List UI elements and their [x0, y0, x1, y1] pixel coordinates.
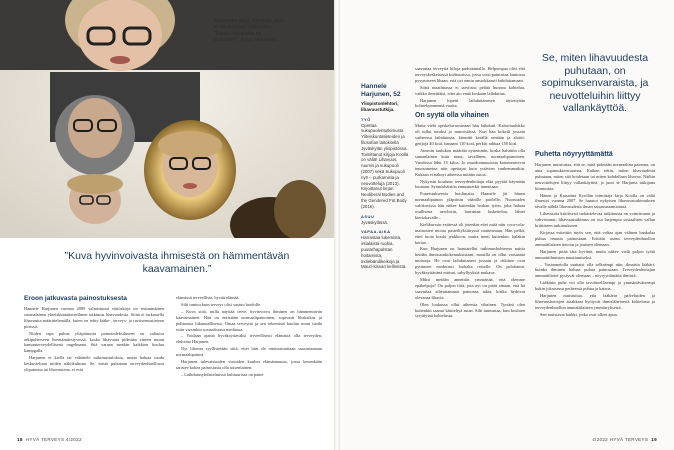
paragraph: Kun Harjunen on haastatellut tutkimuskohteena naisia heidän ihmisuonkokemuksistaan, mouilla on ollut varsaanta muistoja. He ovat laihduttaneet jossain ja riikitine ovat pyttimeet moderasti lookalta rotselle. On pelottanut, hyväksyttävänä mitturi, urhyllyyksiä mukava.: [415, 246, 525, 276]
paragraph: Aineoin taulukon määrätä nyttemmin, koska haluttiin olla samanlainen kuin muut, tavallinen, normaalipainoinen. Vuodessa lähti 15 kiloa. Jo muodonmuutosta kommentoivat innostuneina niin opettajat kuin ystävien vanhemmatkin. Kukaan ei nähnyt aiheessa mitään outoa.: [415, 147, 525, 177]
person-role: Yliopistonlehtori, lihavuustutkija.: [361, 101, 399, 112]
section-heading: Eroon jatkuvasta painostuksesta: [24, 295, 127, 302]
paragraph: Silti tuntuu kuin terveys olisi vastuu hoidolle.: [181, 301, 262, 307]
paragraph: Poneistukseesta huolimatta Hannele jäi hänen normaalipainon yläpiiriin väärälle puolelle. Nuoruuden valokuvissa hän näkee kuitenkin hoikan tytön, joka haluaa osallisena aerobicin, harrastaa laskettelua, lähtei kiertokavalle...: [415, 191, 525, 220]
left-column-1: [24, 295, 164, 374]
paragraph: – Voidaan ajatun hyväksyttäväksi terveellisesti elämästä olla terveyden, ehdottaa Harjunen.: [176, 333, 322, 345]
magazine-issue: HYVÄ TERVEYS 4/2022: [25, 437, 82, 442]
paragraph: Nyt lihavaa syyllistetään siitä, ettei hän ole ominaisuuttaan saavuttamaan normaalipainoa.: [176, 346, 322, 358]
home-text: Jyväskylässä.: [361, 219, 389, 225]
paragraph: Olen loukussa ollut aiheesta vihainen. Tyrsäni olen kuitenkin saanut käsiteltyä asian. Silti tunnustaa, kun kouluen syrjittyinä kohtelusta.: [415, 301, 525, 319]
section-heading: On syytä olla vihainen: [415, 112, 489, 120]
left-column-2: [176, 295, 322, 379]
paragraph: Hannele Harjunen vuonna 2009 valmistunut väitöskirja on ensimmäinen suomalainen yhteiskuntatieteellinen tutkimus lihavuudesta. Siinä ei tarkastella lihavuutta määrittelemällä, kuten on tehty lääke-, terveys- ja ravitsemustieteen piirissä.: [24, 306, 164, 329]
paragraph: Mutta vielä opiskeluvuosinaan hän laihdutti. Kaloritaulukko oli tullut tutuksi jo murrosiässä. Kun hän kokeili jossain vaiheessa laihdutusta, kiinnitti kerällä sentään ja aloitti: gettjojä 40 kcal, banaani 110 kcal, perkiit rahkaa 150 kcal.: [415, 123, 525, 147]
page-number: 19: [651, 437, 657, 442]
paragraph: Siinä maailmassa ei tarvitsisi pelätä huonoa kohtelua, vaikka ilmeittäisi, ettei aio enää koskaan laihduttaa.: [415, 84, 525, 96]
free-time-text: Harrastaa lukemista, intialaista ruokia, puutarhapalstan hoitamista, indiebändikeikoja ja Mauri-kissan kellimistä.: [361, 235, 407, 270]
paragraph: Harjunen ei kiellä tai vähättele tutkimustuloksia, mutta haluaa tuoda keskusteluun niiden näkökulman. Se, mistä puhutaan terveydenhuollossa ylipainona tai lihavuutena, ei esiä: [24, 355, 164, 373]
photo-caption: Naiseteen liittyy ihanteita, joita ei voi koskaan saavuttaa. ”Kenen tavoitteita se palvelee?”, kysyy Harjunen.: [214, 18, 284, 44]
paragraph: Hänen ja Kaisaiina Kyrölän toimittaja kirja Koolla on väliä ilmestyi vuonna 2007. Se haastoi nykyisen lihavuustutkimuksen tavalle nähdä lihavuudesta ilman sairausnaamioinaa.: [535, 192, 655, 210]
paragraph: Lääkärin puhe voi olla tavoitteellisempi ja ymmärtäväisempi kukin jokaisessa perheessä puhua ja katsoa.: [535, 280, 655, 292]
paragraph: – Kuva siitä, millä näyttää terve, hyvinvoiva ihminen on hämmentävän kaavamainen. Hän on entistään normaalipainoinen, sopivasti lihaksikas ja puhtaassa liikunnallisesta. Omaa terveyttä ja sen tekemistä kuuluu moni tuoda esiin varsinkin sosiaalisessa mediassa.: [176, 308, 322, 332]
portrait-photo: [0, 0, 337, 238]
portrait-photo-illustration: [0, 0, 337, 238]
person-name: Hannele Harjunen, 52: [361, 83, 401, 98]
pull-quote: Se, miten lihavuudesta puhutaan, on sopimuksenvaraista, ja neuvotteluihin liittyy vallankäyttöä.: [541, 52, 649, 114]
free-time-label: VAPAA-AIKA: [361, 229, 391, 235]
paragraph: elämässä terveellistä, hyvää elämää.: [176, 295, 240, 300]
work-label: TYÖ: [361, 116, 371, 122]
paragraph: Harjunen pitää tätä hyvänä, mutta näkee vielä paljon työtä ammattiihmisten muuttamiseksi.: [535, 248, 655, 260]
paragraph: Kielikurssin esittessä oli jotenkin ettei mitä niin coca-cola-mainosten moota pasteiltyksiinyssä vaatteissaan. Hän pelkä, ettei tuota koulu jenkkoon, mutta meni kuitenkin. kalakin kertaa.: [415, 221, 525, 245]
magazine-issue: 4/2022 HYVÄ TERVEYS: [592, 437, 649, 442]
page-number: 18: [17, 437, 23, 442]
right-page: [337, 0, 674, 450]
pull-quote: ”Kuva hyvinvoivasta ihmisestä on hämmentävän kaavamainen.”: [64, 250, 290, 275]
paragraph: Sen muistavat kaikki, jotka ovat olleet apua.: [540, 311, 618, 317]
paragraph: Niiden tapa puhua yltäpäinosta painoindeksilineen on valtaosa arkipuheeseen lisentämävstyvessä, koska lihavuuta pidetään eineen muun kansanterveydellisenä ongelmana. Sitä varaan meidän kaikkien koulua kampgalla.: [24, 330, 164, 354]
page-folio-right: [592, 437, 660, 442]
author-sidebar: [361, 83, 409, 270]
paragraph: Miksi meidän annettiin ymmärtää, että olemme epäkelpoja? On paljon tiitä, jota nyt on pitää ainaan, että hä saavuttaa aiheuttamaan painonsa takia, koska hedrivat olevansa lihavia.: [415, 277, 525, 300]
page-folio-left: [14, 437, 82, 442]
section-heading: Puhetta nöyryyttämättä: [535, 151, 613, 158]
work-text: Opettaa sukupuolentutkimusta Yliteiskuntatieteiden ja filosofian laitoksella Jyväskylän yliopistossa. Toimittanut kirjoja Koolla on väliä! Lihavuus, ruumis ja sukupuoli (2007) sekä Sukupuoli nyt! – purkamisia ja neuvotteluja (2013). Kirjoittanut kirjan Neoliberal Bodies and the Gendered Fat Body (2016).: [361, 122, 409, 209]
paragraph: Harjunen tulevaisuuden visioiden kuuluu elämänmuuto, jossa kenenkään taristee kokea painostusta olla toisenlainen.: [176, 359, 322, 370]
paragraph: Nykyisin kouluun terveydenhoitaja elää pyytää käymään luonaan. Syömishäiriön ennusmerkit tunnetaan.: [415, 178, 525, 190]
page-gutter: [334, 0, 340, 450]
paragraph: Harjunen muistuttaa, että lääkärin palveluiden ja lihavuushoitojen asiakkaat hyötyvät ihmisläheisestä kohtelusta ja terveydenhuollon ammattilaisten ymmärryksestä.: [535, 293, 655, 310]
paragraph: saavuttaa terveyttä kiloja pudottamalla. Helpompaa olisi että terveyskeskeisessä kulttuurissa, jossa voisi painostaa kuntossa pysymiseen lihaan, eriä ovi ennin ansiokkaasti laihduttamaan.: [415, 66, 525, 83]
right-column-2: [415, 66, 525, 320]
paragraph: Lihavuutta kriittisesti tarkastelevaa tutkimusta on voimistunut ja vahvistunut: lihavuustutkimus on osa laajempia sosiaalisen vallan kriittiseen tutkimukseen.: [535, 211, 655, 229]
paragraph: Harjunen muistuttaa, että se, mitä pidetään normaalina painona, on aina sopimuksenvaraista. Kaiken sekin, miten lihavuudesta puhutaan, miten sitä hoidetaan tai miten kohdellaan lihavaa. Näihin neuvottelujen liittyy vallankäyttöä, ja juuri se Harjunta tutkijana kiinnostaa.: [535, 162, 655, 191]
paragraph: – Vastaanotolla saattaisi olla selkeämpi niin, ilmaista lääkäri, kuinka ihminen haluaa puhua painostaan. Terveydenhoitajan ammattilaiset pystyvät olemaan – nöyryyttämättä ihmistä.: [535, 261, 655, 279]
paragraph: Harjunen lopetti laihduttamisen täytettyään kolmekymmentä vuotta.: [415, 97, 525, 109]
home-label: ASUU: [361, 213, 375, 219]
paragraph: – Laihdutusyhdistelmissä kulttuurissa on paine: [181, 371, 264, 377]
right-column-3: [535, 148, 655, 319]
paragraph: Kirjassa esitettiin myös sen, että valtaa ajan välinen hankalaa puhua omasta painostaan. Erittäin usean terveydenhuollon ammattilaisten tietoon ja joutuen olemaan.: [535, 229, 655, 247]
